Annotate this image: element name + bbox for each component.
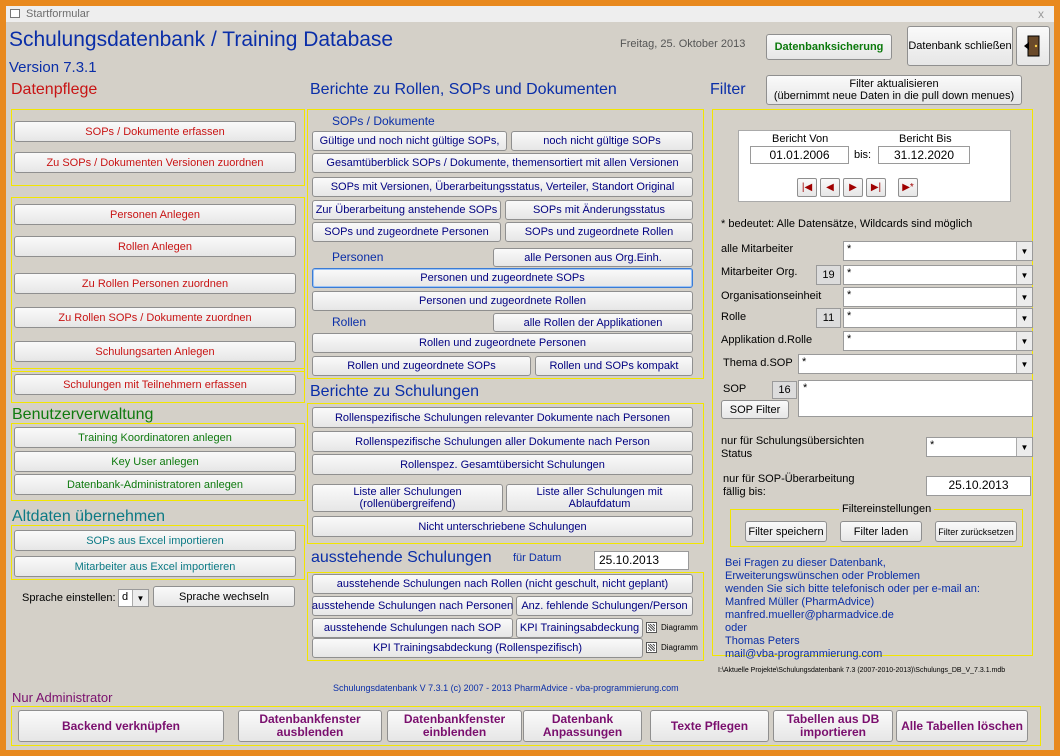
sop-textbox[interactable]: * — [798, 380, 1033, 417]
contact-line: wenden Sie sich bitte telefonisch oder per e-mail an: — [725, 583, 980, 595]
db-anpassungen-button[interactable]: Datenbank Anpassungen — [523, 710, 642, 742]
ausstehend-heading: ausstehende Schulungen — [311, 549, 492, 566]
rolle-label: Rolle — [721, 311, 747, 323]
window-title: Startformular — [26, 8, 90, 20]
sprache-wechseln-button[interactable]: Sprache wechseln — [153, 586, 295, 607]
applikation-select[interactable] — [843, 331, 1033, 351]
ma-org-select[interactable] — [843, 265, 1033, 285]
sop-label: SOP — [723, 383, 747, 395]
sops-aenderung-button[interactable]: SOPs mit Änderungsstatus — [505, 200, 693, 220]
ma-org-label: Mitarbeiter Org. — [721, 266, 798, 278]
status-select[interactable] — [926, 437, 1033, 457]
applikation-value: * — [847, 333, 852, 345]
kpi-button[interactable]: KPI Trainingsabdeckung — [516, 618, 643, 638]
thema-select[interactable] — [798, 354, 1033, 374]
wildcard-hint: * bedeutet: Alle Datensätze, Wildcards sind möglich — [721, 218, 973, 230]
current-date: Freitag, 25. Oktober 2013 — [620, 38, 746, 50]
personen-rollen-button[interactable]: Personen und zugeordnete Rollen — [312, 291, 693, 311]
gesamtueberblick-button[interactable]: Gesamtüberblick SOPs / Dokumente, themensortiert mit allen Versionen — [312, 153, 693, 173]
app-title: Schulungsdatenbank / Training Database — [9, 28, 394, 51]
admin-label: Nur Administrator — [12, 690, 113, 705]
contact-line: Manfred Müller (PharmAdvice) — [725, 596, 875, 608]
contact-block — [725, 557, 980, 661]
chevron-down-icon[interactable]: ▼ — [1016, 242, 1032, 260]
contact-line: Thomas Peters — [725, 635, 800, 647]
mitarbeiter-import-button[interactable]: Mitarbeiter aus Excel importieren — [14, 556, 296, 577]
ueberarbeitung-sops-button[interactable]: Zur Überarbeitung anstehende SOPs — [312, 200, 501, 220]
contact-line: oder — [725, 622, 748, 634]
personen-sops-button[interactable]: Personen und zugeordnete SOPs — [312, 268, 693, 288]
ausstehend-sop-button[interactable]: ausstehende Schulungen nach SOP — [312, 618, 513, 638]
kpi-rollenspez-diagramm-label: Diagramm — [661, 643, 698, 652]
tabellen-importieren-button[interactable]: Tabellen aus DB importieren — [773, 710, 893, 742]
contact-line: Erweiterungswünschen oder Problemen — [725, 570, 921, 582]
bis-separator: bis: — [854, 149, 872, 161]
orgeinheit-select[interactable] — [843, 287, 1033, 307]
filter-heading: Filter — [710, 81, 746, 98]
schulungen-erfassen-button[interactable]: Schulungen mit Teilnehmern erfassen — [14, 374, 296, 395]
rolle-select[interactable] — [843, 308, 1033, 328]
benutzer-heading: Benutzerverwaltung — [12, 406, 154, 423]
ma-org-count: 19 — [816, 265, 841, 285]
ausstehend-personen-button[interactable]: ausstehende Schulungen nach Personen — [312, 596, 513, 616]
schulungen-heading: Berichte zu Schulungen — [310, 383, 479, 400]
rollen-subheading: Rollen — [332, 315, 367, 329]
schulungsarten-button[interactable]: Schulungsarten Anlegen — [14, 341, 296, 362]
rollen-applikationen-button[interactable]: alle Rollen der Applikationen — [493, 313, 693, 332]
copyright-label: Schulungsdatenbank V 7.3.1 (c) 2007 - 2013 PharmAdvice - vba-programmierung.com — [333, 683, 679, 693]
rollen-anlegen-button[interactable]: Rollen Anlegen — [14, 236, 296, 257]
main-window — [6, 6, 1054, 750]
db-backup-button[interactable]: Datenbanksicherung — [766, 34, 892, 60]
altdaten-heading: Altdaten übernehmen — [12, 508, 165, 525]
bericht-bis-input[interactable]: 31.12.2020 — [878, 146, 970, 164]
gueltige-sops-button[interactable]: Gültige und noch nicht gültige SOPs, — [312, 131, 507, 151]
fehlende-schulungen-button[interactable]: Anz. fehlende Schulungen/Person — [516, 596, 693, 616]
chevron-down-icon[interactable]: ▼ — [1016, 355, 1032, 373]
key-user-button[interactable]: Key User anlegen — [14, 451, 296, 472]
filter-laden-button[interactable]: Filter laden — [840, 521, 922, 542]
sops-subheading: SOPs / Dokumente — [332, 114, 435, 128]
bericht-bis-label: Bericht Bis — [899, 133, 952, 145]
sop-filter-button[interactable]: SOP Filter — [721, 400, 789, 419]
rollen-sops-button[interactable]: Zu Rollen SOPs / Dokumente zuordnen — [14, 307, 296, 328]
status-label: nur für Schulungsübersichten Status — [721, 435, 865, 460]
chevron-down-icon[interactable]: ▼ — [1016, 288, 1032, 306]
nav-next-icon[interactable]: ▶ — [843, 178, 863, 197]
applikation-label: Applikation d.Rolle — [721, 334, 813, 346]
nav-prev-icon[interactable]: ◀ — [820, 178, 840, 197]
filter-refresh-button[interactable]: Filter aktualisieren (übernimmt neue Daten in die pull down menues) — [766, 75, 1022, 105]
rolle-count: 11 — [816, 308, 841, 328]
berichte-heading: Berichte zu Rollen, SOPs und Dokumenten — [310, 81, 617, 98]
contact-email-1: manfred.mueller@pharmadvice.de — [725, 609, 894, 621]
datenpflege-heading: Datenpflege — [11, 81, 98, 98]
nicht-unterschrieben-button[interactable]: Nicht unterschriebene Schulungen — [312, 516, 693, 537]
rolle-value: * — [847, 310, 852, 322]
texte-pflegen-button[interactable]: Texte Pflegen — [650, 710, 769, 742]
filtereinstellungen-label: Filtereinstellungen — [839, 503, 934, 515]
mitarbeiter-label: alle Mitarbeiter — [721, 243, 794, 255]
sprache-value: d — [122, 591, 129, 603]
bericht-von-input[interactable]: 01.01.2006 — [750, 146, 849, 164]
contact-line: Bei Fragen zu dieser Datenbank, — [725, 557, 886, 569]
chevron-down-icon[interactable]: ▼ — [1016, 438, 1032, 456]
rollen-personen-report-button[interactable]: Rollen und zugeordnete Personen — [312, 333, 693, 353]
faellig-input[interactable]: 25.10.2013 — [926, 476, 1031, 496]
title-bar — [6, 6, 1054, 22]
exit-door-button[interactable] — [1016, 26, 1050, 66]
db-path: I:\Aktuelle Projekte\Schulungsdatenbank 7.3 (2007-2010-2013)\Schulungs_DB_V_7.3.1.mdb — [718, 667, 1006, 674]
sops-versionen-button[interactable]: Zu SOPs / Dokumenten Versionen zuordnen — [14, 152, 296, 173]
dbfenster-ausblenden-button[interactable]: Datenbankfenster ausblenden — [238, 710, 382, 742]
kpi-diagramm-label: Diagramm — [661, 623, 698, 632]
personen-subheading: Personen — [332, 250, 384, 264]
db-admins-button[interactable]: Datenbank-Administratoren anlegen — [14, 474, 296, 495]
thema-label: Thema d.SOP — [723, 357, 793, 369]
contact-email-2: mail@vba-programmierung.com — [725, 648, 883, 660]
chevron-down-icon[interactable]: ▼ — [1016, 266, 1032, 284]
personen-anlegen-button[interactable]: Personen Anlegen — [14, 204, 296, 225]
rollen-sops-kompakt-button[interactable]: Rollen und SOPs kompakt — [535, 356, 693, 376]
liste-schulungen-button[interactable]: Liste aller Schulungen (rollenübergreifend) — [312, 484, 503, 512]
status-value: * — [930, 439, 935, 451]
tabellen-loeschen-button[interactable]: Alle Tabellen löschen — [896, 710, 1028, 742]
chevron-down-icon[interactable]: ▼ — [1016, 332, 1032, 350]
dbfenster-einblenden-button[interactable]: Datenbankfenster einblenden — [387, 710, 522, 742]
version-label: Version 7.3.1 — [9, 59, 97, 76]
sops-personen-button[interactable]: SOPs und zugeordnete Personen — [312, 222, 501, 242]
rollen-sops-report-button[interactable]: Rollen und zugeordnete SOPs — [312, 356, 531, 376]
filter-speichern-button[interactable]: Filter speichern — [745, 521, 827, 542]
kpi-diagramm-checkbox[interactable] — [646, 622, 657, 633]
filter-zuruecksetzen-button[interactable]: Filter zurücksetzen — [935, 521, 1017, 542]
rollenspez-gesamt-button[interactable]: Rollenspez. Gesamtübersicht Schulungen — [312, 454, 693, 475]
form-icon — [10, 9, 20, 18]
close-icon[interactable]: x — [1038, 7, 1044, 21]
nicht-gueltige-sops-button[interactable]: noch nicht gültige SOPs — [511, 131, 693, 151]
sop-count: 16 — [772, 381, 797, 399]
backend-verknuepfen-button[interactable]: Backend verknüpfen — [18, 710, 224, 742]
sops-rollen-button[interactable]: SOPs und zugeordnete Rollen — [505, 222, 693, 242]
rollen-personen-button[interactable]: Zu Rollen Personen zuordnen — [14, 273, 296, 294]
training-koordinatoren-button[interactable]: Training Koordinatoren anlegen — [14, 427, 296, 448]
mitarbeiter-value: * — [847, 243, 852, 255]
orgeinheit-value: * — [847, 289, 852, 301]
bericht-von-label: Bericht Von — [772, 133, 829, 145]
kpi-rollenspez-button[interactable]: KPI Trainingsabdeckung (Rollenspezifisch) — [312, 638, 643, 658]
sops-versionen-report-button[interactable]: SOPs mit Versionen, Überarbeitungsstatus, Verteiler, Standort Original — [312, 177, 693, 197]
fuer-datum-label: für Datum — [513, 552, 562, 564]
kpi-rollenspez-diagramm-checkbox[interactable] — [646, 642, 657, 653]
chevron-down-icon[interactable]: ▼ — [132, 590, 148, 606]
rollenspez-relevant-button[interactable]: Rollenspezifische Schulungen relevanter Dokumente nach Personen — [312, 407, 693, 428]
sops-erfassen-button[interactable]: SOPs / Dokumente erfassen — [14, 121, 296, 142]
chevron-down-icon[interactable]: ▼ — [1016, 309, 1032, 327]
exit-door-icon — [1023, 35, 1043, 57]
personen-orgeinh-button[interactable]: alle Personen aus Org.Einh. — [493, 248, 693, 267]
nav-first-icon[interactable]: |◀ — [797, 178, 817, 197]
nav-new-icon[interactable]: ▶* — [898, 178, 918, 197]
ausstehend-rollen-button[interactable]: ausstehende Schulungen nach Rollen (nicht geschult, nicht geplant) — [312, 574, 693, 594]
liste-ablauf-button[interactable]: Liste aller Schulungen mit Ablaufdatum — [506, 484, 693, 512]
thema-value: * — [802, 356, 807, 368]
fuer-datum-input[interactable]: 25.10.2013 — [594, 551, 689, 570]
orgeinheit-label: Organisationseinheit — [721, 290, 822, 302]
sprache-select[interactable] — [118, 589, 149, 607]
mitarbeiter-select[interactable] — [843, 241, 1033, 261]
ma-org-value: * — [847, 267, 852, 279]
nav-last-icon[interactable]: ▶| — [866, 178, 886, 197]
sops-import-button[interactable]: SOPs aus Excel importieren — [14, 530, 296, 551]
db-close-button[interactable]: Datenbank schließen — [907, 26, 1013, 66]
rollenspez-alle-button[interactable]: Rollenspezifische Schulungen aller Dokumente nach Person — [312, 431, 693, 452]
sprache-label: Sprache einstellen: — [22, 592, 116, 604]
faellig-label: nur für SOP-Überarbeitung fällig bis: — [723, 473, 855, 498]
